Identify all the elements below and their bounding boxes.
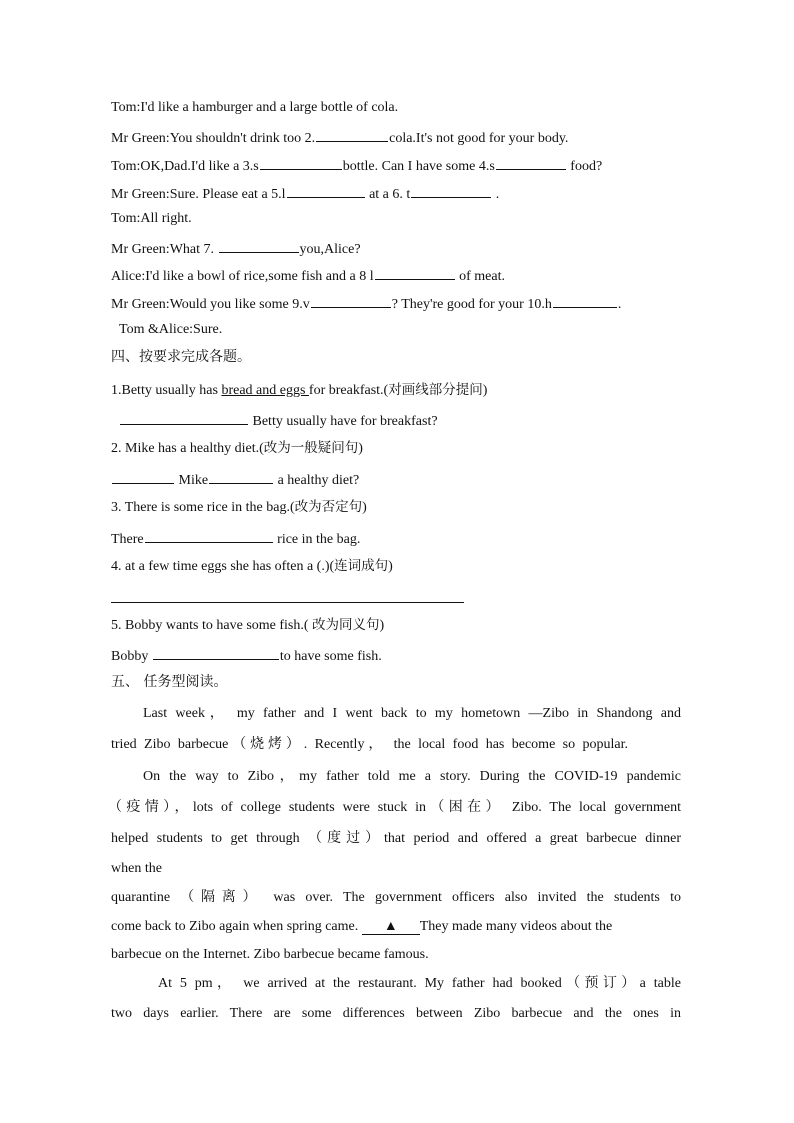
section-5-title: 五、 任务型阅读。 — [111, 674, 228, 690]
dialogue-line-5: Tom:All right. — [111, 211, 192, 226]
blank-marker[interactable] — [362, 920, 420, 935]
reading-p2-line-5: quarantine （隔离） was over. The government officers also invited the students to — [111, 890, 681, 905]
question-4: 4. at a few time eggs she has often a (.)(连词成句) — [111, 558, 393, 574]
reading-p2-line-4: when the — [111, 861, 162, 876]
reading-p2-line-3: helped students to get through （度过）that period and offered a great barbecue dinner — [111, 831, 681, 846]
reading-p2-line-7: barbecue on the Internet. Zibo barbecue became famous. — [111, 947, 429, 962]
dialogue-line-8: Mr Green:Would you like some 9.v ? They're good for your 10.h . — [111, 293, 621, 314]
answer-4-line[interactable] — [111, 602, 464, 603]
dialogue-line-9: Tom &Alice:Sure. — [119, 322, 223, 337]
dialogue-line-1: Tom:I'd like a hamburger and a large bottle of cola. — [111, 100, 399, 115]
answer-1: Betty usually have for breakfast? — [119, 410, 438, 431]
blank-6[interactable] — [411, 183, 491, 198]
dialogue-line-2: Mr Green:You shouldn't drink too 2. cola.It's not good for your body. — [111, 127, 568, 148]
reading-p1-line-2: tried Zibo barbecue（烧烤）. Recently， the local food has become so popular. — [111, 737, 628, 752]
question-1: 1.Betty usually has bread and eggs for breakfast.(对画线部分提问) — [111, 382, 488, 398]
question-5: 5. Bobby wants to have some fish.( 改为同义句) — [111, 617, 385, 633]
section-4-title: 四、按要求完成各题。 — [111, 349, 251, 365]
reading-p2-line-6: come back to Zibo again when spring came. ▲ They made many videos about the — [111, 919, 613, 934]
dialogue-line-6: Mr Green:What 7. you,Alice? — [111, 238, 361, 259]
blank-3[interactable] — [260, 155, 342, 170]
blank-7[interactable] — [219, 238, 299, 253]
question-2: 2. Mike has a healthy diet.(改为一般疑问句) — [111, 440, 363, 456]
blank-2[interactable] — [316, 127, 388, 142]
question-3: 3. There is some rice in the bag.(改为否定句) — [111, 499, 367, 515]
blank-5[interactable] — [287, 183, 365, 198]
reading-p2-line-1: On the way to Zibo，my father told me a story. During the COVID-19 pandemic — [143, 769, 681, 784]
answer-2-blank-1[interactable] — [112, 469, 174, 484]
answer-5-blank[interactable] — [153, 645, 279, 660]
answer-1-blank[interactable] — [120, 410, 248, 425]
dialogue-line-3: Tom:OK,Dad.I'd like a 3.s bottle. Can I have some 4.s food? — [111, 155, 602, 176]
answer-3: There rice in the bag. — [111, 528, 360, 549]
answer-5: Bobby to have some fish. — [111, 645, 382, 666]
answer-3-blank[interactable] — [145, 528, 273, 543]
blank-9[interactable] — [311, 293, 391, 308]
reading-p3-line-2: two days earlier. There are some differences between Zibo barbecue and the ones in — [111, 1006, 681, 1021]
blank-4[interactable] — [496, 155, 566, 170]
answer-2: Mike a healthy diet? — [111, 469, 359, 490]
reading-p1-line-1: Last week， my father and I went back to my hometown —Zibo in Shandong and — [143, 706, 681, 721]
blank-10[interactable] — [553, 293, 617, 308]
triangle-icon: ▲ — [383, 919, 398, 934]
underlined-phrase: bread and eggs — [221, 383, 309, 398]
answer-2-blank-2[interactable] — [209, 469, 273, 484]
dialogue-line-7: Alice:I'd like a bowl of rice,some fish and a 8 l of meat. — [111, 265, 505, 286]
reading-p2-line-2: （疫情），lots of college students were stuck in（困在） Zibo. The local government — [108, 800, 681, 815]
reading-p3-line-1: At 5 pm， we arrived at the restaurant. My father had booked（预订）a table — [158, 976, 681, 991]
blank-8[interactable] — [375, 265, 455, 280]
dialogue-line-4: Mr Green:Sure. Please eat a 5.l at a 6. t . — [111, 183, 499, 204]
